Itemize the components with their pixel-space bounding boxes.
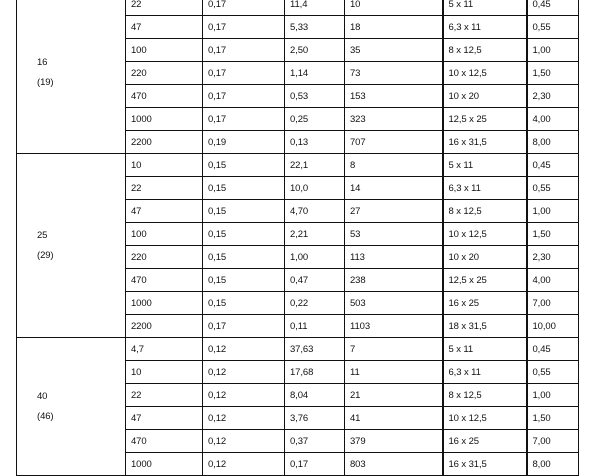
voltage-group-cell	[17, 338, 126, 476]
leakage-cell: 707	[345, 131, 443, 154]
surge-voltage: (46)	[37, 410, 54, 422]
tan-delta-cell: 0,17	[203, 62, 285, 85]
esr-cell: 1,14	[285, 62, 345, 85]
ripple-cell: 1,50	[527, 62, 579, 85]
tan-delta-cell: 0,15	[203, 200, 285, 223]
tan-delta-cell: 0,15	[203, 223, 285, 246]
case-size-cell: 10 x 20	[443, 246, 527, 269]
case-size-cell: 10 x 12,5	[443, 62, 527, 85]
leakage-cell: 14	[345, 177, 443, 200]
tan-delta-cell: 0,15	[203, 177, 285, 200]
leakage-cell: 53	[345, 223, 443, 246]
leakage-cell: 503	[345, 292, 443, 315]
esr-cell: 22,1	[285, 154, 345, 177]
ripple-cell: 4,00	[527, 269, 579, 292]
capacitance-cell: 47	[126, 16, 203, 39]
tan-delta-cell: 0,15	[203, 154, 285, 177]
case-size-cell: 16 x 25	[443, 430, 527, 453]
capacitance-cell: 220	[126, 62, 203, 85]
capacitance-cell: 2200	[126, 315, 203, 338]
esr-cell: 0,11	[285, 315, 345, 338]
tan-delta-cell: 0,12	[203, 453, 285, 476]
leakage-cell: 18	[345, 16, 443, 39]
case-size-cell: 6,3 x 11	[443, 177, 527, 200]
tan-delta-cell: 0,17	[203, 85, 285, 108]
tan-delta-cell: 0,12	[203, 407, 285, 430]
esr-cell: 5,33	[285, 16, 345, 39]
ripple-cell: 1,50	[527, 223, 579, 246]
voltage-group-cell	[17, 0, 126, 154]
ripple-cell: 2,30	[527, 85, 579, 108]
tan-delta-cell: 0,15	[203, 246, 285, 269]
case-size-cell: 8 x 12,5	[443, 200, 527, 223]
capacitance-cell: 22	[126, 0, 203, 16]
esr-cell: 0,22	[285, 292, 345, 315]
ripple-cell: 7,00	[527, 430, 579, 453]
leakage-cell: 10	[345, 0, 443, 16]
case-size-cell: 5 x 11	[443, 0, 527, 16]
case-size-cell: 18 x 31,5	[443, 315, 527, 338]
case-size-cell: 16 x 31,5	[443, 453, 527, 476]
esr-cell: 3,76	[285, 407, 345, 430]
ripple-cell: 1,00	[527, 39, 579, 62]
leakage-cell: 113	[345, 246, 443, 269]
tan-delta-cell: 0,17	[203, 16, 285, 39]
ripple-cell: 0,45	[527, 338, 579, 361]
leakage-cell: 379	[345, 430, 443, 453]
capacitance-cell: 22	[126, 384, 203, 407]
table-body	[17, 0, 579, 476]
leakage-cell: 8	[345, 154, 443, 177]
esr-cell: 0,25	[285, 108, 345, 131]
tan-delta-cell: 0,19	[203, 131, 285, 154]
case-size-cell: 10 x 20	[443, 85, 527, 108]
ripple-cell: 2,30	[527, 246, 579, 269]
rated-voltage: 40	[37, 390, 48, 402]
ripple-cell: 0,45	[527, 0, 579, 16]
capacitance-cell: 220	[126, 246, 203, 269]
esr-cell: 10,0	[285, 177, 345, 200]
esr-cell: 37,63	[285, 338, 345, 361]
ripple-cell: 0,45	[527, 154, 579, 177]
tan-delta-cell: 0,12	[203, 430, 285, 453]
tan-delta-cell: 0,17	[203, 108, 285, 131]
tan-delta-cell: 0,12	[203, 384, 285, 407]
tan-delta-cell: 0,17	[203, 0, 285, 16]
tan-delta-cell: 0,17	[203, 39, 285, 62]
ripple-cell: 0,55	[527, 16, 579, 39]
leakage-cell: 35	[345, 39, 443, 62]
leakage-cell: 21	[345, 384, 443, 407]
esr-cell: 11,4	[285, 0, 345, 16]
esr-cell: 0,47	[285, 269, 345, 292]
ripple-cell: 7,00	[527, 292, 579, 315]
rated-voltage: 25	[37, 229, 48, 241]
capacitance-cell: 1000	[126, 453, 203, 476]
esr-cell: 0,37	[285, 430, 345, 453]
esr-cell: 0,53	[285, 85, 345, 108]
ripple-cell: 4,00	[527, 108, 579, 131]
leakage-cell: 27	[345, 200, 443, 223]
esr-cell: 4,70	[285, 200, 345, 223]
ripple-cell: 8,00	[527, 453, 579, 476]
ripple-cell: 1,00	[527, 200, 579, 223]
table-row	[17, 154, 579, 177]
capacitance-cell: 1000	[126, 292, 203, 315]
capacitance-cell: 2200	[126, 131, 203, 154]
capacitance-cell: 10	[126, 154, 203, 177]
tan-delta-cell: 0,17	[203, 315, 285, 338]
leakage-cell: 11	[345, 361, 443, 384]
capacitance-cell: 100	[126, 39, 203, 62]
ripple-cell: 8,00	[527, 131, 579, 154]
case-size-cell: 16 x 31,5	[443, 131, 527, 154]
esr-cell: 8,04	[285, 384, 345, 407]
esr-cell: 0,13	[285, 131, 345, 154]
capacitance-cell: 47	[126, 200, 203, 223]
leakage-cell: 7	[345, 338, 443, 361]
case-size-cell: 5 x 11	[443, 338, 527, 361]
tan-delta-cell: 0,12	[203, 338, 285, 361]
leakage-cell: 153	[345, 85, 443, 108]
case-size-cell: 6,3 x 11	[443, 361, 527, 384]
capacitance-cell: 4,7	[126, 338, 203, 361]
ripple-cell: 1,00	[527, 384, 579, 407]
surge-voltage: (19)	[37, 77, 54, 88]
esr-cell: 2,50	[285, 39, 345, 62]
case-size-cell: 5 x 11	[443, 154, 527, 177]
tan-delta-cell: 0,15	[203, 292, 285, 315]
leakage-cell: 73	[345, 62, 443, 85]
capacitance-cell: 47	[126, 407, 203, 430]
case-size-cell: 6,3 x 11	[443, 16, 527, 39]
capacitance-cell: 22	[126, 177, 203, 200]
capacitance-cell: 10	[126, 361, 203, 384]
esr-cell: 2,21	[285, 223, 345, 246]
leakage-cell: 323	[345, 108, 443, 131]
surge-voltage: (29)	[37, 249, 54, 261]
leakage-cell: 1103	[345, 315, 443, 338]
case-size-cell: 12,5 x 25	[443, 269, 527, 292]
leakage-cell: 238	[345, 269, 443, 292]
tan-delta-cell: 0,12	[203, 361, 285, 384]
case-size-cell: 8 x 12,5	[443, 39, 527, 62]
esr-cell: 17,68	[285, 361, 345, 384]
rated-voltage: 16	[37, 57, 48, 68]
ripple-cell: 10,00	[527, 315, 579, 338]
capacitance-cell: 470	[126, 430, 203, 453]
esr-cell: 1,00	[285, 246, 345, 269]
capacitance-cell: 1000	[126, 108, 203, 131]
esr-cell: 0,17	[285, 453, 345, 476]
tan-delta-cell: 0,15	[203, 269, 285, 292]
voltage-group-cell	[17, 154, 126, 338]
leakage-cell: 41	[345, 407, 443, 430]
capacitance-cell: 100	[126, 223, 203, 246]
case-size-cell: 10 x 12,5	[443, 223, 527, 246]
capacitance-cell: 470	[126, 269, 203, 292]
table-row	[17, 0, 579, 16]
table-row	[17, 338, 579, 361]
capacitor-spec-table	[16, 0, 579, 476]
case-size-cell: 16 x 25	[443, 292, 527, 315]
ripple-cell: 1,50	[527, 407, 579, 430]
leakage-cell: 803	[345, 453, 443, 476]
ripple-cell: 0,55	[527, 177, 579, 200]
ripple-cell: 0,55	[527, 361, 579, 384]
case-size-cell: 10 x 12,5	[443, 407, 527, 430]
capacitance-cell: 470	[126, 85, 203, 108]
case-size-cell: 8 x 12,5	[443, 384, 527, 407]
case-size-cell: 12,5 x 25	[443, 108, 527, 131]
